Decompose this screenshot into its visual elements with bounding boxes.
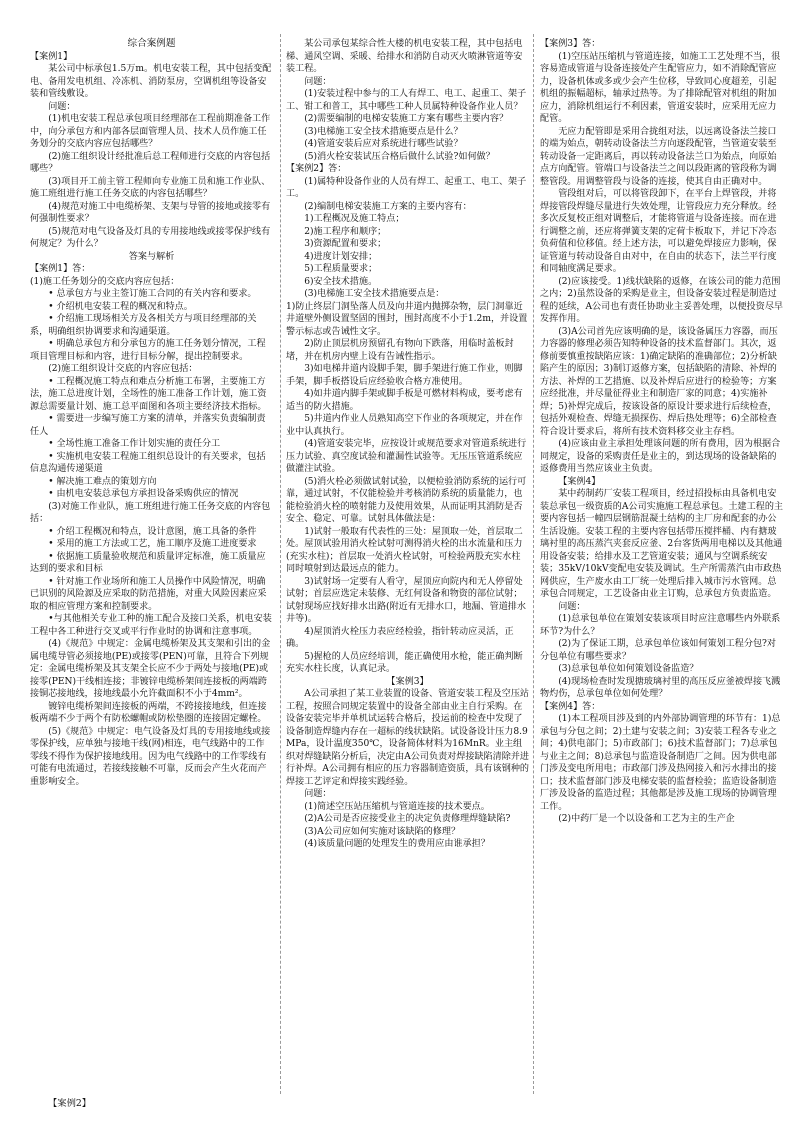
question-item: (2)为了保证工期，总承包单位该如何策划工程分包?对分包单位有哪些要求？	[540, 639, 777, 662]
paragraph: (4)管道安装完毕，应按设计或规范要求对管道系统进行压力试验、真空度试验和灌漏性试验等。无压压管道系统应做灌注试验。	[286, 439, 527, 474]
question-item: (5)消火栓安装试压合格后做什么试验?如何做？	[304, 151, 495, 162]
paragraph: (3)对施工作业队，施工班组进行施工任务交底的内容包括：	[30, 501, 271, 524]
list-item: 1)防止终层门洞坠落人员及向井道内抛掷杂物，层门洞靠近井道壁外侧设置坚固的围封，围封高度不小于1.2m，并设置警示标志或告诫性文字。	[286, 301, 528, 337]
answer-heading: 【案例2】答：	[286, 164, 347, 174]
answer-heading: 【案例1】答：	[30, 264, 91, 274]
question-item: (2)需要编制的电梯安装施工方案有哪些主要内容？	[304, 114, 509, 124]
answer-heading: 【案例4】答：	[540, 701, 601, 712]
case-heading-footer: 【案例2】	[48, 1098, 92, 1109]
paragraph: (1)本工程项目涉及到的内外部协调管理的环节有：1)总承包与分包之间；2)土建与安装之间；3)安装工程各专业之间；4)供电部门；5)市政部门；6)技术监督部门；7)总承包与业主之间；8)总承包与监造设备制造厂之间。因为供电部门涉及变电所用电；市政部门涉及热网接入和污水排出的接口；技术监督部门涉及电梯安装的监督检验；监造设备制造厂涉及设备的监造过程；其他都是涉及施工现场的协调管理工作。	[540, 714, 781, 812]
bullet-item: •与其他相关专业工种的施工配合及接口关系，机电安装工程中各工种进行交叉或平行作业时的协调和注意事项。	[30, 614, 272, 637]
paragraph: (2)编制电梯安装施工方案的主要内容有：	[304, 201, 472, 212]
paragraph: 问题：	[48, 101, 76, 112]
paragraph: 某中药制药厂安装工程项目，经过招投标由具备机电安装总承包一级资质的A公司实施施工程总承包。土建工程的主要内容包括一幢四层钢筋混凝土结构的主厂房和配套的办公生活设施。安装工程的主要内容包括带压搅拌桶、内有搪玻璃衬里的高压蒸汽夹套反应釜、2台客货两用电梯以及其他通用设备安装；给排水及工艺管道安装；通风与空调系统安装；35kV/10kV变配电安装及调试。生产所需蒸汽由市政热网供应，生产废水由工厂统一处理后排入城市污水管网。总承包合同规定，工艺设备由业主订购，总承包方负责监造。	[540, 489, 784, 599]
bullet-item: • 全场性施工准备工作计划实施的责任分工	[48, 439, 221, 449]
paragraph: (1)施工任务划分的交底内容应包括：	[30, 276, 180, 287]
answer-heading: 【案例3】答：	[540, 39, 601, 49]
paragraph: 问题：	[558, 601, 586, 612]
bullet-item: • 依据施工质量验收规范和质量评定标准，施工质量应达到的要求和目标	[30, 551, 266, 574]
paragraph: 管段组对后，可以将管段卸下，在平台上焊管段，并将焊接管段焊缝尽量进行失效处理，让管段应力充分释放。经多次反复校正组对调整后，才能将管道与设备连接。而在进行调整之前，还应将弹簧支架的定荷卡板取下，并记下冷态负荷值和位移值。经上述方法，可以避免焊接应力影响，保证管道与转动设备自由对中，在自由的状态下，法兰平行度和同轴度满足要求。	[540, 189, 777, 274]
list-item: 4)如井道内脚手架或脚手板是可燃材料构成，要考虑有适当的防火措施。	[286, 389, 523, 412]
question-item: (4)该质量问题的处理发生的费用应由谁承担？	[304, 839, 490, 849]
bullet-item: • 明确总承包方和分承包方的施工任务划分情况，工程项目管理目标和内容，进行目标分解，提出控制要求。	[30, 339, 266, 362]
bullet-item: • 针对施工作业场所和施工人员操作中风险情况，明确已识别的风险源及应采取的防范措施，对重大风险因素应采取的相应管理方案和控制要求。	[30, 576, 267, 612]
list-item: 2)防止顶层机房预留孔有物向下跌落，用临时盖板封堵，并在机房内壁上设有告诫性指示。	[286, 339, 514, 362]
bullet-item: • 工程概况施工特点和难点分析施工布署，主要施工方法，施工总进度计划，全场性的施工准备工作计划，施工资源总需要量计划、施工总平面图和各项主要经济技术指标。	[30, 376, 267, 412]
question-item: (5)规范对电气设备及灯具的专用接地线或接零保护线有何规定？为什么？	[30, 226, 271, 249]
bullet-item: • 介绍施工现场相关方及各相关方与项目经理部的关系，明确组织协调要求和沟通渠道。	[30, 314, 257, 337]
question-item: (3)A公司应如何实施对该缺陷的修理？	[304, 826, 461, 837]
paragraph: 无应力配管即是采用合拢组对法，以远离设备法兰接口的端为始点，朝转动设备法兰方向逐段配管，当管道安装至转动设备一定距离后，再以转动设备法兰口为始点，向原始点方向配管。管端口与设备法兰之间以段距离的管段称为调整管段。用调整管段与设备的连接，使其自由正确对中。	[540, 126, 777, 187]
paragraph: (1)空压站压缩机与管道连接，如施工工艺处理不当，很容易造成管道与设备连接处产生配管应力，如不消除配管应力，设备机体或多或少会产生位移，导致同心度超差，引起机组的振幅超标，轴承过热等。为了排除配管对机组的附加应力，消除机组运行不利因素，管道安装时，应采用无应力配管。	[540, 51, 781, 124]
text-column-left	[30, 38, 273, 788]
paragraph: (5)《规范》中规定：电气设备及灯具的专用接地线或接零保护线，应单独与接地干线(网)相连，电气线路中的工作零线不得作为保护接地线用。因为电气线路中的工作零线有可能有电流通过，若接线接触不可靠，反而会产生火花而产重影响安全。	[30, 726, 271, 787]
question-item: (3)总承包单位如何策划设备监造？	[558, 664, 699, 674]
list-item: 5)井道内作业人员熟知高空下作业的各项规定，并在作业中认真执行。	[286, 414, 523, 437]
bullet-item: • 解决施工难点的策划方向	[48, 476, 157, 487]
bullet-item: • 总承包方与业主签订施工合同的有关内容和要求。	[48, 289, 257, 299]
list-item: 5)握枪的人员应经培训，能正确使用水枪，能正确判断充实水柱长度，认真记录。	[286, 651, 523, 674]
column-divider	[280, 34, 281, 1094]
paragraph: 某公司中标承包1.5万m。机电安装工程，其中包括变配电、备用发电机组、冷冻机、消防泵房，空调机组等设备安装和管线敷设。	[30, 64, 272, 99]
bullet-item: • 由机电安装总承包方承担设备采购供应的情况	[48, 489, 239, 499]
paragraph: (3)A公司首先应该明确的是，该设备属压力容器，而压力容器的修理必须告知特种设备的技术监督部门。其次，返修前要慎重按缺陷应该：1)确定缺陷的准确部位；2)分析缺陷产生的原因；3)制订返修方案，包括缺陷的清除、补焊的方法、补焊的工艺措施、以及补焊后应进行的检验等；方案应经批准，并尽量征得业主和制造厂家的同意；4)实施补焊；5)补焊完成后，按该设备的原设计要求进行后续检查，包括外观检查、焊缝无损探伤、焊后热处理等；6)全部检查符合设计要求后，将所有技术资料移交业主存档。	[540, 326, 778, 437]
question-item: (4)管道安装后应对系统进行哪些试验？	[304, 139, 463, 149]
list-item: 4)进度计划安排；	[304, 251, 378, 262]
paragraph: 问题：	[304, 789, 332, 799]
list-item: 2)施工程序和顺序；	[304, 226, 387, 237]
paragraph: 问题：	[304, 76, 332, 87]
question-item: (1)安装过程中参与的工人有焊工、电工、起重工、架子工、钳工和普工，其中哪些工种人员属特种设备作业人员？	[286, 89, 527, 112]
paragraph: 镀锌电缆桥架间连接板的两端，不跨接接地线，但连接板两端不少于两个有防松螺帽或防松垫圈的连接固定螺栓。	[30, 701, 267, 724]
list-item: 6)安全技术措施。	[304, 276, 378, 287]
bullet-item: • 介绍工程概况和特点，设计意图，施工具备的条件	[48, 526, 257, 537]
list-item: 3)如电梯井道内设脚手架，脚手架进行施工作业，则脚手架，脚手板搭设后应经验收合格方准使用。	[286, 364, 523, 387]
list-item: 3)试射场一定要有人看守，屋顶应向院内和无人停留处试射；首层应选定未装修、无红何设备和物资的部位试射；试射现场应找好排水出路(附近有无排水口，地漏、管道排水井等)。	[286, 576, 526, 624]
column-divider	[533, 34, 534, 1094]
question-item: (2)A公司是否应接受业主的决定负责修理焊缝缺陷?	[304, 814, 511, 824]
list-item: 4)屋顶消火栓压力表应经检验，指针转动应灵活，正确。	[286, 626, 514, 649]
list-item: 5)工程质量要求；	[304, 264, 378, 274]
paragraph: (3)电梯施工安全技术措施要点是：	[304, 289, 445, 299]
paragraph: (5)消火栓必须做试射试验，以便检验消防系统的运行可靠，通过试射，不仅能检验并考核消防系统的质量能力，也能检验消火栓的喷射能力及使用效果，从而证明其消防是否安全、稳定、可靠。试射具体做法是：	[286, 476, 527, 524]
question-item: (3)电梯施工安全技术措施要点是什么？	[304, 126, 463, 137]
paragraph: 某公司承包某综合性大楼的机电安装工程，其中包括电梯、通风空调、采暖、给排水和消防自动灭火喷淋管道等安装工程。	[286, 39, 523, 74]
paragraph: (2)应该接受。1)线状缺陷的返修，在该公司的能力范围之内；2)虽然设备的采购是业主，但设备安装过程是制造过程的延续，A公司也有责任协助业主妥善处理，以便投资尽早发挥作用。	[540, 276, 784, 324]
question-item: (1)机电安装工程总承包项目经理部在工程前期准备工作中，向分承包方和内部各层面管理人员、技术人员作施工任务划分的交底内容应包括哪些？	[30, 114, 271, 149]
paragraph: (4)《规范》中规定：金属电缆桥架及其支架和引出的金属电缆导管必须接地(PE)或接零(PEN)可靠，且符合下列规定：金属电缆桥架及其支架全长应不少于两处与接地(PE)或接零(PEN)干线相连接；非镀锌电缆桥架间连接板的两端跨接铜芯接地线，接地线最小允许截面积不小于4mm²。	[30, 639, 271, 699]
question-item: (4)规范对施工中电缆桥架、支架与导管的接地或接零有何强制性要求？	[30, 201, 271, 224]
question-item: (1)总承包单位在策划安装该项目时应注意哪些内外联系环节?为什么？	[540, 614, 781, 637]
text-column-middle	[286, 38, 529, 851]
section-heading: 答案与解析	[128, 251, 175, 262]
list-item: 1)试射一般取有代表性的三处：屋顶取一处，首层取二处。屋顶试验用消火栓试射可测得消火栓的出水流量和压力(充实水柱)；首层取一处消火栓试射，可检验两股充实水柱同时喷射到达最远点的能力。	[286, 526, 523, 574]
question-item: (3)项目开工前主管工程师向专业施工员和施工作业队、施工班组进行施工任务交底的内容包括哪些？	[30, 176, 271, 199]
bullet-item: • 需要进一步编写施工方案的清单，并落实负责编制责任人	[30, 414, 266, 437]
list-item: 1)工程概况及施工特点；	[304, 214, 405, 224]
question-item: (1)简述空压站压缩机与管道连接的技术要点。	[304, 801, 490, 812]
text-column-right	[540, 38, 783, 826]
question-item: (4)现场检查时发现搪玻璃衬里的高压反应釜被焊接飞溅物灼伤，总承包单位如何处理？	[540, 676, 781, 699]
case-heading: 【案例3】	[386, 676, 429, 687]
case-heading: 【案例4】	[558, 476, 601, 487]
paragraph: (1)属特种设备作业的人员有焊工、起重工、电工、架子工。	[286, 176, 527, 199]
paragraph: (2)施工组织设计交底的内容应包括：	[48, 364, 198, 374]
bullet-item: • 采用的施工方法或工艺，施工顺序及施工进度要求	[48, 539, 257, 549]
question-item: (2)施工组织设计经批准后总工程师进行交底的内容包括哪些？	[30, 151, 271, 174]
bullet-item: • 实施机电安装工程施工组织总设计的有关要求，包括信息沟通传递渠道	[30, 451, 266, 474]
paragraph: (4)应该由业主承担处理该问题的所有费用，因为根据合同规定，设备的采购责任是业主的，到达现场的设备缺陷的返修费用当然应该业主负责。	[540, 439, 781, 474]
paragraph: (2)中药厂是一个以设备和工艺为主的生产企	[558, 814, 735, 824]
case-heading: 【案例1】	[30, 51, 73, 62]
list-item: 3)资源配置和要求；	[304, 239, 387, 249]
paragraph: A公司承担了某工业装置的设备、管道安装工程及空压站工程，按照合同规定装置中的设备全部由业主自行采购。在设备安装完毕并单机试运转合格后，投运前的检查中发现了设备制造焊缝内存在一超标的线状缺陷。试设备设计压力8.9MPa，设计温度350℃，设备简体材料为16MnR。业主组织对焊缝缺陷分析后，决定由A公司负责对焊接缺陷清除并进行补焊。A公司拥有相应的压力容器制造资质，具有该钢种的焊接工艺评定和焊接实践经验。	[286, 689, 530, 787]
bullet-item: • 介绍机电安装工程的概况和特点。	[48, 301, 193, 312]
document-title: 综合案例题	[127, 38, 176, 49]
